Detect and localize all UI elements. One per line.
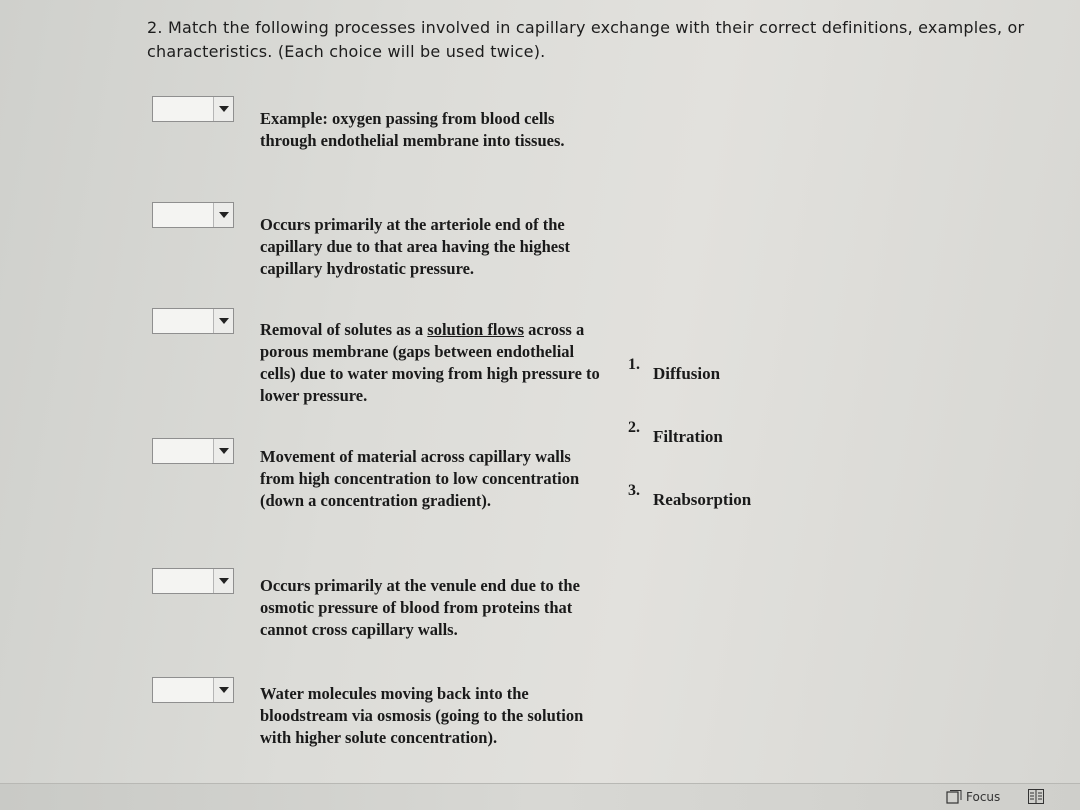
chevron-down-icon[interactable] xyxy=(213,309,233,333)
item-text-4: Movement of material across capillary walls from high concentration to low concentration (down a concentration gradient). xyxy=(260,447,580,510)
layout-icon[interactable] xyxy=(1028,789,1044,804)
choice-label: Diffusion xyxy=(653,364,721,383)
chevron-down-icon[interactable] xyxy=(213,678,233,702)
choice-number: 3. xyxy=(628,482,640,499)
answer-dropdown-5[interactable] xyxy=(152,568,234,594)
chevron-down-icon[interactable] xyxy=(213,97,233,121)
chevron-down-icon[interactable] xyxy=(213,569,233,593)
answer-dropdown-1[interactable] xyxy=(152,96,234,122)
item-text-1: Example: oxygen passing from blood cells through endothelial membrane into tissues. xyxy=(260,109,565,150)
choice-number: 1. xyxy=(628,356,640,373)
focus-icon xyxy=(946,790,962,804)
item-text-2: Occurs primarily at the arteriole end of the capillary due to that area having the highest capillary hydrostatic pressure. xyxy=(260,215,570,278)
answer-dropdown-4[interactable] xyxy=(152,438,234,464)
status-bar xyxy=(0,783,1080,810)
item-text-3 xyxy=(260,319,610,407)
item-text-3-after: across a porous membrane (gaps between endothelial cells) due to water moving from high pressure to lower pressure. xyxy=(260,320,600,405)
focus-button[interactable] xyxy=(946,790,1000,804)
question-text: 2. Match the following processes involved in capillary exchange with their correct definitions, examples, or characteristics. (Each choice will be used twice). xyxy=(147,18,1025,61)
item-text-3-underlined: solution flows xyxy=(427,320,525,339)
chevron-down-icon[interactable] xyxy=(213,439,233,463)
answer-dropdown-2[interactable] xyxy=(152,202,234,228)
answer-dropdown-3[interactable] xyxy=(152,308,234,334)
item-text-6: Water molecules moving back into the bloodstream via osmosis (going to the solution with higher solute concentration). xyxy=(260,684,584,747)
choice-label: Filtration xyxy=(653,427,723,446)
focus-label: Focus xyxy=(966,790,1001,804)
choice-label: Reabsorption xyxy=(653,490,752,509)
item-text-5: Occurs primarily at the venule end due to the osmotic pressure of blood from proteins that cannot cross capillary walls. xyxy=(260,576,580,639)
answer-dropdown-6[interactable] xyxy=(152,677,234,703)
chevron-down-icon[interactable] xyxy=(213,203,233,227)
item-text-3-before: Removal of solutes as a xyxy=(260,320,428,339)
choice-number: 2. xyxy=(628,419,640,436)
